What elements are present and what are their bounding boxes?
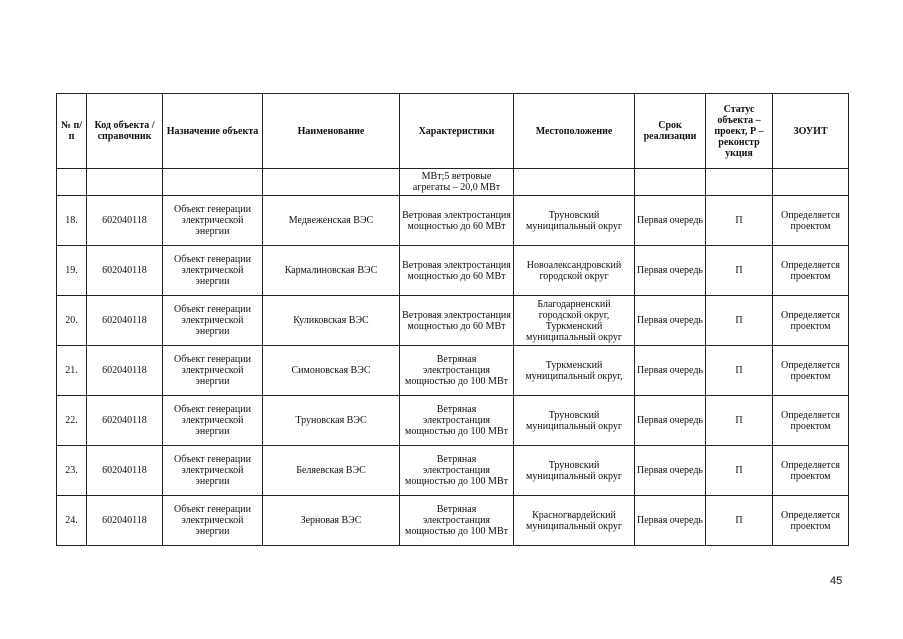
header-zone: ЗОУИТ: [773, 94, 849, 169]
objects-table: [56, 93, 849, 546]
cell-status: П: [706, 246, 773, 296]
header-num: № п/п: [57, 94, 87, 169]
cell-specs: Ветряная электростанция мощностью до 100 МВт: [400, 346, 514, 396]
cell-name: [263, 169, 400, 196]
cell-term: Первая очередь: [635, 346, 706, 396]
header-row: [57, 94, 849, 169]
cell-term: [635, 169, 706, 196]
cell-code: 602040118: [87, 496, 163, 546]
cell-purpose: Объект генерации электрической энергии: [163, 396, 263, 446]
cell-zone: Определяется проектом: [773, 496, 849, 546]
cell-zone: Определяется проектом: [773, 246, 849, 296]
cell-num: 19.: [57, 246, 87, 296]
cell-name: Симоновская ВЭС: [263, 346, 400, 396]
cell-num: [57, 169, 87, 196]
cell-num: 24.: [57, 496, 87, 546]
header-location: Местоположение: [514, 94, 635, 169]
table-row: [57, 346, 849, 396]
cell-zone: Определяется проектом: [773, 446, 849, 496]
cell-term: Первая очередь: [635, 246, 706, 296]
cell-code: 602040118: [87, 246, 163, 296]
cell-specs: Ветровая электростанция мощностью до 60 МВт: [400, 296, 514, 346]
cell-zone: Определяется проектом: [773, 396, 849, 446]
header-specs: Характеристики: [400, 94, 514, 169]
cell-specs: Ветровая электростанция мощностью до 60 МВт: [400, 246, 514, 296]
table-row: [57, 296, 849, 346]
cell-location: Новоалександровский городской округ: [514, 246, 635, 296]
cell-name: Труновская ВЭС: [263, 396, 400, 446]
cell-zone: [773, 169, 849, 196]
cell-specs: Ветровая электростанция мощностью до 60 МВт: [400, 196, 514, 246]
cell-code: 602040118: [87, 346, 163, 396]
table-row: [57, 396, 849, 446]
cell-code: 602040118: [87, 396, 163, 446]
cell-code: 602040118: [87, 296, 163, 346]
cell-num: 18.: [57, 196, 87, 246]
cell-code: 602040118: [87, 446, 163, 496]
page-number: 45: [830, 575, 843, 587]
cell-specs: Ветряная электростанция мощностью до 100 МВт: [400, 496, 514, 546]
cell-location: Труновский муниципальный округ: [514, 446, 635, 496]
cell-name: Медвеженская ВЭС: [263, 196, 400, 246]
cell-name: Куликовская ВЭС: [263, 296, 400, 346]
cell-status: П: [706, 446, 773, 496]
cell-term: Первая очередь: [635, 296, 706, 346]
cell-status: П: [706, 396, 773, 446]
cell-location: Труновский муниципальный округ: [514, 396, 635, 446]
table-row: [57, 496, 849, 546]
cell-num: 23.: [57, 446, 87, 496]
cell-code: 602040118: [87, 196, 163, 246]
header-code: Код объекта / справочник: [87, 94, 163, 169]
cell-name: Кармалиновская ВЭС: [263, 246, 400, 296]
header-name: Наименование: [263, 94, 400, 169]
cell-status: [706, 169, 773, 196]
header-purpose: Назначение объекта: [163, 94, 263, 169]
table-row: [57, 196, 849, 246]
cell-purpose: Объект генерации электрической энергии: [163, 196, 263, 246]
cell-purpose: Объект генерации электрической энергии: [163, 296, 263, 346]
cell-term: Первая очередь: [635, 496, 706, 546]
cell-purpose: Объект генерации электрической энергии: [163, 346, 263, 396]
cell-zone: Определяется проектом: [773, 296, 849, 346]
cell-num: 20.: [57, 296, 87, 346]
header-status: Статус объекта – проект, Р – реконстр укция: [706, 94, 773, 169]
cell-location: Благодарненский городской округ, Туркменский муниципальный округ: [514, 296, 635, 346]
cell-zone: Определяется проектом: [773, 196, 849, 246]
cell-name: Беляевская ВЭС: [263, 446, 400, 496]
cell-status: П: [706, 196, 773, 246]
cell-purpose: [163, 169, 263, 196]
cell-location: Труновский муниципальный округ: [514, 196, 635, 246]
cell-purpose: Объект генерации электрической энергии: [163, 246, 263, 296]
cell-code: [87, 169, 163, 196]
cell-num: 22.: [57, 396, 87, 446]
cell-specs: Ветряная электростанция мощностью до 100 МВт: [400, 396, 514, 446]
cell-status: П: [706, 346, 773, 396]
header-term: Срок реализации: [635, 94, 706, 169]
cell-location: [514, 169, 635, 196]
cell-name: Зерновая ВЭС: [263, 496, 400, 546]
cell-purpose: Объект генерации электрической энергии: [163, 446, 263, 496]
cell-specs: Ветряная электростанция мощностью до 100 МВт: [400, 446, 514, 496]
cell-status: П: [706, 296, 773, 346]
cell-status: П: [706, 496, 773, 546]
cell-location: Туркменский муниципальный округ,: [514, 346, 635, 396]
table-row: [57, 446, 849, 496]
cell-num: 21.: [57, 346, 87, 396]
cell-purpose: Объект генерации электрической энергии: [163, 496, 263, 546]
cell-zone: Определяется проектом: [773, 346, 849, 396]
cell-term: Первая очередь: [635, 196, 706, 246]
cell-term: Первая очередь: [635, 446, 706, 496]
cell-specs: МВт;5 ветровые агрегаты – 20,0 МВт: [400, 169, 514, 196]
continuation-row: [57, 169, 849, 196]
table-row: [57, 246, 849, 296]
cell-location: Красногвардейский муниципальный округ: [514, 496, 635, 546]
cell-term: Первая очередь: [635, 396, 706, 446]
